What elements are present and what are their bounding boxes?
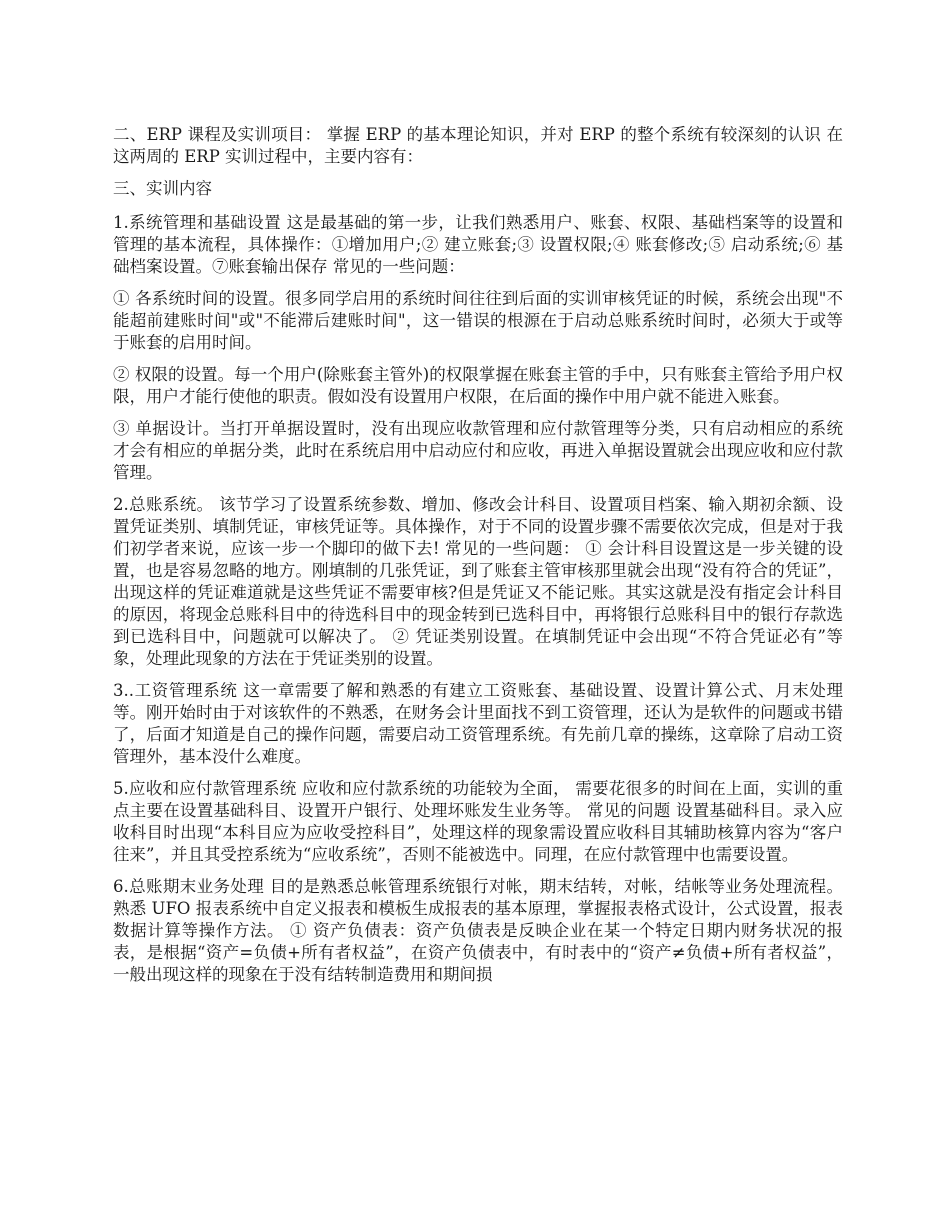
- paragraph-document-design: ③ 单据设计。当打开单据设置时，没有出现应收款管理和应付款管理等分类，只有启动相应的系统才会有相应的单据分类，此时在系统启用中启动应付和应收，再进入单据设置就会出现应收和应付款管理。: [113, 419, 843, 482]
- paragraph-receivables-payables: 5.应收和应付款管理系统 应收和应付款系统的功能较为全面， 需要花很多的时间在上面，实训的重点主要在设置基础科目、设置开户银行、处理坏账发生业务等。 常见的问题 设置基础科目。录入应收科目时出现“本科目应为应收受控科目”，处理这样的现象需设置应收科目其辅助核算内容为“客户往来”，并且其受控系统为“应收系统”，否则不能被选中。同理，在应付款管理中也需要设置。: [113, 779, 843, 864]
- paragraph-permission-setting: ② 权限的设置。每一个用户(除账套主管外)的权限掌握在账套主管的手中，只有账套主管给予用户权限，用户才能行使他的职责。假如没有设置用户权限，在后面的操作中用户就不能进入账套。: [113, 365, 843, 406]
- document-page: [113, 124, 843, 996]
- paragraph-period-end-processing: 6.总账期末业务处理 目的是熟悉总帐管理系统银行对帐，期末结转，对帐，结帐等业务处理流程。熟悉 UFO 报表系统中自定义报表和模板生成报表的基本原理，掌握报表格式设计，公式设置，报表数据计算等操作方法。 ① 资产负债表：资产负债表是反映企业在某一个特定日期内财务状况的报表，是根据“资产=负债+所有者权益”，在资产负债表中，有时表中的“资产≠负债+所有者权益”，一般出现这样的现象在于没有结转制造费用和期间损: [113, 877, 843, 984]
- paragraph-system-management: 1.系统管理和基础设置 这是最基础的第一步，让我们熟悉用户、账套、权限、基础档案等的设置和管理的基本流程，具体操作：①增加用户;② 建立账套;③ 设置权限;④ 账套修改;⑤ 启动系统;⑥ 基础档案设置。⑦账套输出保存 常见的一些问题：: [113, 213, 843, 276]
- paragraph-erp-course-intro: 二、ERP 课程及实训项目： 掌握 ERP 的基本理论知识，并对 ERP 的整个系统有较深刻的认识 在这两周的 ERP 实训过程中，主要内容有：: [113, 125, 843, 166]
- paragraph-general-ledger: 2.总账系统。 该节学习了设置系统参数、增加、修改会计科目、设置项目档案、输入期初余额、设置凭证类别、填制凭证，审核凭证等。具体操作，对于不同的设置步骤不需要依次完成，但是对于我们初学者来说，应该一步一个脚印的做下去! 常见的一些问题： ① 会计科目设置这是一步关键的设置，也是容易忽略的地方。刚填制的几张凭证，到了账套主管审核那里就会出现“没有符合的凭证”，出现这样的凭证难道就是这些凭证不需要审核?但是凭证又不能记账。其实这就是没有指定会计科目的原因，将现金总账科目中的待选科目中的现金转到已选科目中，再将银行总账科目中的银行存款选到已选科目中，问题就可以解决了。 ② 凭证类别设置。在填制凭证中会出现“不符合凭证必有”等象，处理此现象的方法在于凭证类别的设置。: [113, 495, 843, 668]
- section-heading-training-content: 三、实训内容: [113, 179, 212, 198]
- paragraph-system-time-setting: ① 各系统时间的设置。很多同学启用的系统时间往往到后面的实训审核凭证的时候，系统会出现"不能超前建账时间"或"不能滞后建账时间"，这一错误的根源在于启动总账系统时间时，必须大于或等于账套的启用时间。: [113, 289, 843, 352]
- paragraph-payroll-system: 3..工资管理系统 这一章需要了解和熟悉的有建立工资账套、基础设置、设置计算公式、月末处理等。刚开始时由于对该软件的不熟悉，在财务会计里面找不到工资管理，还认为是软件的问题或书错了，后面才知道是自己的操作问题，需要启动工资管理系统。有先前几章的操练，这章除了启动工资管理外，基本没什么难度。: [113, 681, 843, 766]
